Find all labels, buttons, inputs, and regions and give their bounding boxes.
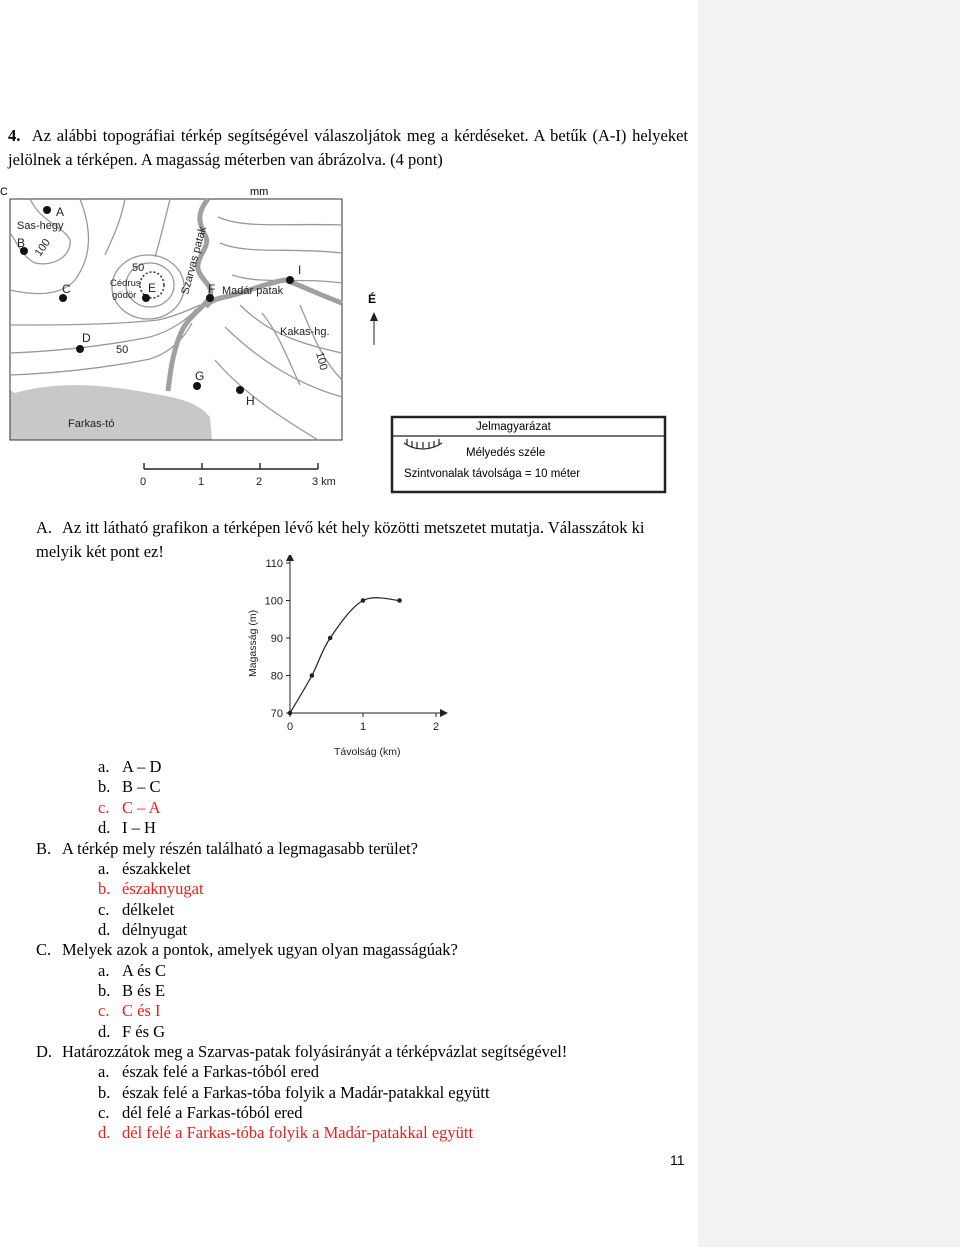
part-b-option-b-correct[interactable]	[98, 879, 204, 899]
x-tick-label: 2	[432, 721, 440, 733]
part-d-option-b[interactable]	[98, 1083, 490, 1103]
part-d-option-a[interactable]	[98, 1062, 319, 1082]
option-text: északnyugat	[122, 879, 204, 898]
part-c-text: Melyek azok a pontok, amelyek ugyan olyan magasságúak?	[62, 940, 458, 959]
x-axis-arrow	[440, 709, 448, 717]
part-c-option-d[interactable]	[98, 1022, 165, 1042]
option-label: c.	[98, 1001, 110, 1020]
contour-label-50-south: 50	[116, 344, 129, 356]
y-tick-label: 110	[265, 558, 283, 570]
label-c: C	[62, 282, 71, 296]
part-c-question	[36, 940, 458, 960]
option-label: c.	[98, 900, 110, 919]
farkas-label: Farkas-tó	[68, 418, 115, 430]
part-a-option-a[interactable]	[98, 757, 161, 777]
option-text: C – A	[122, 798, 161, 817]
option-label: d.	[98, 920, 111, 939]
point-e	[142, 294, 150, 302]
option-text: dél felé a Farkas-tóba folyik a Madár-patakkal együtt	[122, 1123, 474, 1142]
x-axis-label: Távolság (km)	[334, 746, 401, 758]
part-d-text: Határozzátok meg a Szarvas-patak folyásirányát a térképvázlat segítségével!	[62, 1042, 568, 1061]
x-tick-label: 1	[359, 721, 367, 733]
part-a-text: Az itt látható grafikon a térképen lévő két hely közötti metszetet mutatja. Válasszátok ki melyik két pont ez!	[36, 518, 645, 561]
label-h: H	[246, 394, 255, 408]
x-tick-label: 0	[286, 721, 294, 733]
option-label: a.	[98, 859, 110, 878]
label-i: I	[298, 263, 302, 277]
option-text: északkelet	[122, 859, 191, 878]
option-label: b.	[98, 1083, 111, 1102]
part-d-option-d-correct[interactable]	[98, 1123, 473, 1143]
option-label: a.	[98, 1062, 110, 1081]
option-text: észak felé a Farkas-tóból ered	[122, 1062, 319, 1081]
corner-label-mm: mm	[250, 186, 269, 198]
kakas-label: Kakas-hg.	[280, 326, 330, 338]
part-c-prefix: C.	[36, 940, 52, 959]
part-c-option-c-correct[interactable]	[98, 1001, 161, 1021]
szarvas-label: Szarvas patak	[179, 225, 209, 296]
option-label: d.	[98, 1022, 111, 1041]
profile-point	[397, 598, 402, 603]
option-text: B és E	[122, 981, 166, 1000]
y-tick-label: 80	[270, 670, 283, 683]
label-a: A	[56, 205, 65, 219]
scale-tick-3: 3 km	[312, 476, 336, 488]
part-a-option-b[interactable]	[98, 777, 161, 797]
farkas-lake	[10, 385, 212, 440]
option-label: d.	[98, 818, 111, 837]
comment-margin	[698, 0, 960, 1247]
contour-label-100-east: 100	[313, 350, 330, 372]
question-text: Az alábbi topográfiai térkép segítségével válaszoljátok meg a kérdéseket. A betűk (A-I) helyeket jelölnek a térképen. A magasság méterben van ábrázolva. (4 pont)	[8, 126, 689, 169]
option-label: b.	[98, 981, 111, 1000]
part-a-option-d[interactable]	[98, 818, 156, 838]
north-arrow-head	[370, 312, 378, 321]
godor-label: gödör	[112, 290, 137, 301]
part-c-option-a[interactable]	[98, 961, 166, 981]
north-label: É	[368, 292, 377, 306]
part-b-prefix: B.	[36, 839, 52, 858]
part-b-option-d[interactable]	[98, 920, 187, 940]
option-text: dél felé a Farkas-tóból ered	[122, 1103, 303, 1122]
label-g: G	[195, 369, 205, 383]
profile-point	[361, 598, 366, 603]
sas-hegy-label: Sas-hegy	[17, 220, 64, 232]
profile-line	[290, 598, 400, 713]
y-axis-label: Magasság (m)	[247, 609, 259, 677]
part-b-text: A térkép mely részén található a legmagasabb terület?	[62, 839, 418, 858]
scale-bar	[144, 463, 318, 469]
scale-tick-1: 1	[198, 476, 205, 488]
option-text: F és G	[122, 1022, 166, 1041]
y-tick-label: 90	[270, 633, 283, 645]
contour-label-50-depression: 50	[132, 262, 145, 274]
point-g	[193, 382, 201, 390]
scale-tick-2: 2	[256, 476, 263, 488]
y-tick-label: 70	[270, 708, 283, 720]
option-label: d.	[98, 1123, 111, 1142]
option-label: c.	[98, 1103, 110, 1122]
option-text: délnyugat	[122, 920, 188, 939]
scale-tick-0: 0	[140, 476, 147, 488]
part-d-question	[36, 1042, 567, 1062]
madar-label: Madár patak	[222, 285, 284, 297]
option-label: a.	[98, 757, 110, 776]
point-d	[76, 345, 84, 353]
profile-point	[310, 673, 315, 678]
place-markers	[20, 206, 294, 394]
option-text: I – H	[122, 818, 156, 837]
page-number: 11	[670, 1152, 685, 1168]
option-text: B – C	[122, 777, 161, 796]
point-a	[43, 206, 51, 214]
option-text: C és I	[122, 1001, 161, 1020]
option-text: A és C	[122, 961, 167, 980]
option-text: A – D	[122, 757, 162, 776]
part-d-prefix: D.	[36, 1042, 53, 1061]
option-label: c.	[98, 798, 110, 817]
y-axis-arrow	[286, 555, 294, 561]
label-d: D	[82, 331, 91, 345]
y-tick-label: 100	[264, 595, 283, 608]
part-d-option-c[interactable]	[98, 1103, 303, 1123]
option-text: észak felé a Farkas-tóba folyik a Madár-patakkal együtt	[122, 1083, 490, 1102]
part-b-option-c[interactable]	[98, 900, 174, 920]
option-label: b.	[98, 777, 111, 796]
label-e: E	[148, 281, 157, 295]
point-i	[286, 276, 294, 284]
profile-chart	[236, 555, 452, 763]
option-label: b.	[98, 879, 111, 898]
question-number: 4.	[8, 126, 21, 145]
label-f: F	[208, 282, 216, 296]
profile-point	[288, 711, 293, 716]
part-b-question	[36, 839, 418, 859]
label-b: B	[17, 236, 26, 250]
legend-depression: Mélyedés széle	[466, 447, 546, 459]
corner-label-c: C	[0, 186, 8, 198]
topographic-map	[0, 185, 400, 495]
question-heading	[8, 124, 688, 172]
part-b-option-a[interactable]	[98, 859, 191, 879]
part-a-option-c-correct[interactable]	[98, 798, 161, 818]
option-text: délkelet	[122, 900, 175, 919]
legend-title: Jelmagyarázat	[476, 421, 551, 433]
part-a-prefix: A.	[36, 518, 53, 537]
map-legend	[390, 415, 668, 495]
point-h	[236, 386, 244, 394]
profile-point	[328, 636, 333, 641]
option-label: a.	[98, 961, 110, 980]
contour-label-100-nw: 100	[32, 236, 53, 259]
cedrus-label: Cédrus	[110, 278, 141, 289]
legend-interval: Szintvonalak távolsága = 10 méter	[404, 468, 581, 480]
part-c-option-b[interactable]	[98, 981, 165, 1001]
